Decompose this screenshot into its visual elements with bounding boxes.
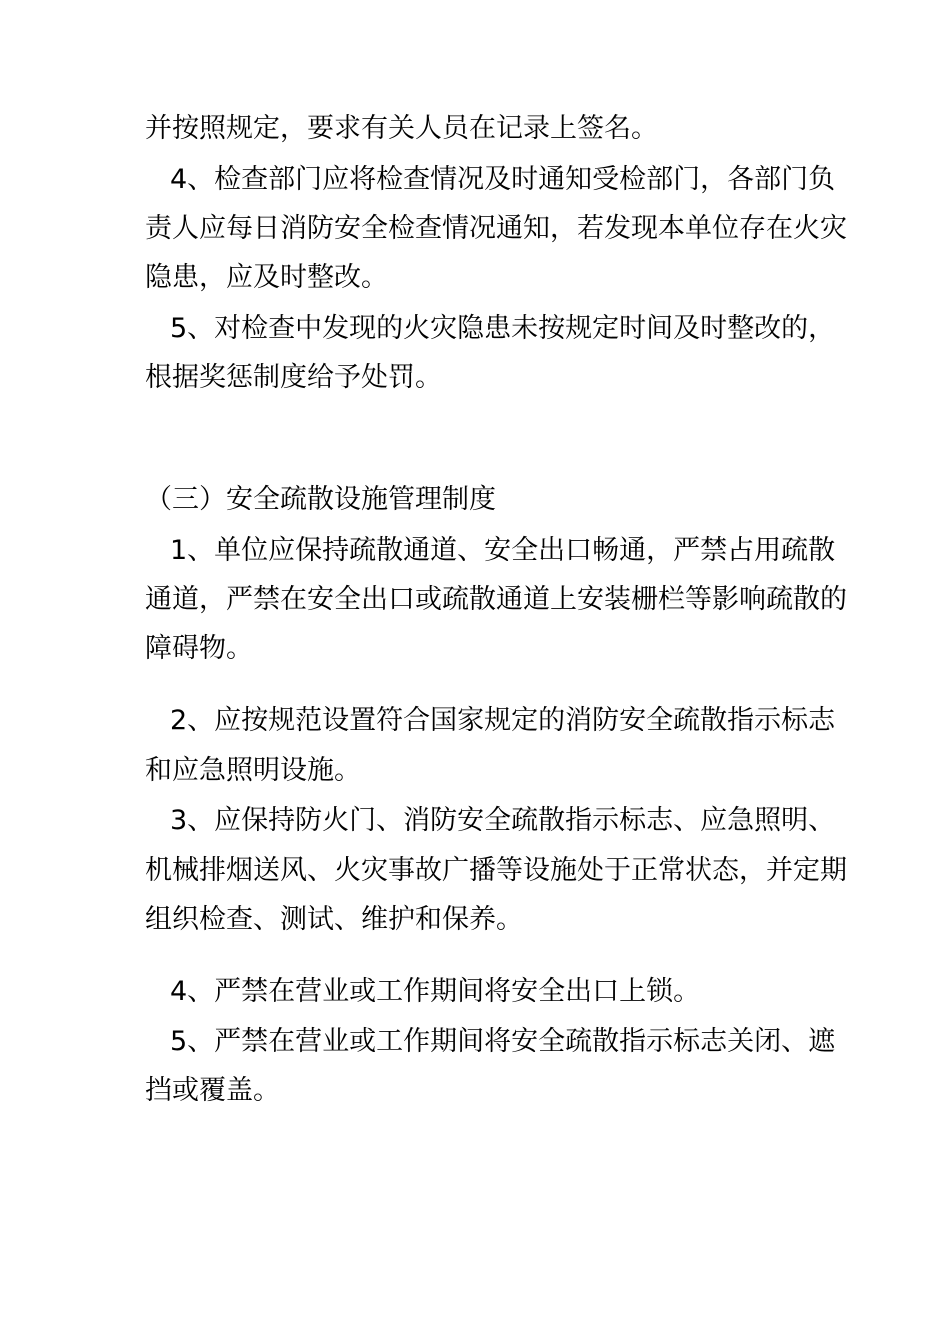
paragraph-line: 和应急照明设施。 (145, 755, 361, 786)
section-heading: （三）安全疏散设施管理制度 (145, 484, 496, 515)
paragraph-line: 并按照规定，要求有关人员在记录上签名。 (145, 113, 658, 144)
paragraph-line: 通道，严禁在安全出口或疏散通道上安装栅栏等影响疏散的 (145, 584, 847, 615)
paragraph-line: 5、对检查中发现的火灾隐患未按规定时间及时整改的， (170, 313, 836, 344)
paragraph-line: 4、检查部门应将检查情况及时通知受检部门，各部门负 (170, 164, 836, 195)
paragraph-line: 2、应按规范设置符合国家规定的消防安全疏散指示标志 (170, 705, 836, 736)
paragraph-line: 挡或覆盖。 (145, 1075, 280, 1106)
paragraph-line: 隐患，应及时整改。 (145, 262, 388, 293)
paragraph-line: 机械排烟送风、火灾事故广播等设施处于正常状态，并定期 (145, 855, 847, 886)
paragraph-line: 5、严禁在营业或工作期间将安全疏散指示标志关闭、遮 (170, 1026, 836, 1057)
paragraph-line: 4、严禁在营业或工作期间将安全出口上锁。 (170, 976, 701, 1007)
paragraph-line: 1、单位应保持疏散通道、安全出口畅通，严禁占用疏散 (170, 535, 836, 566)
paragraph-line: 障碍物。 (145, 633, 253, 664)
paragraph-line: 责人应每日消防安全检查情况通知，若发现本单位存在火灾 (145, 213, 847, 244)
paragraph-line: 3、应保持防火门、消防安全疏散指示标志、应急照明、 (170, 805, 836, 836)
paragraph-line: 组织检查、测试、维护和保养。 (145, 904, 523, 935)
paragraph-line: 根据奖惩制度给予处罚。 (145, 362, 442, 393)
